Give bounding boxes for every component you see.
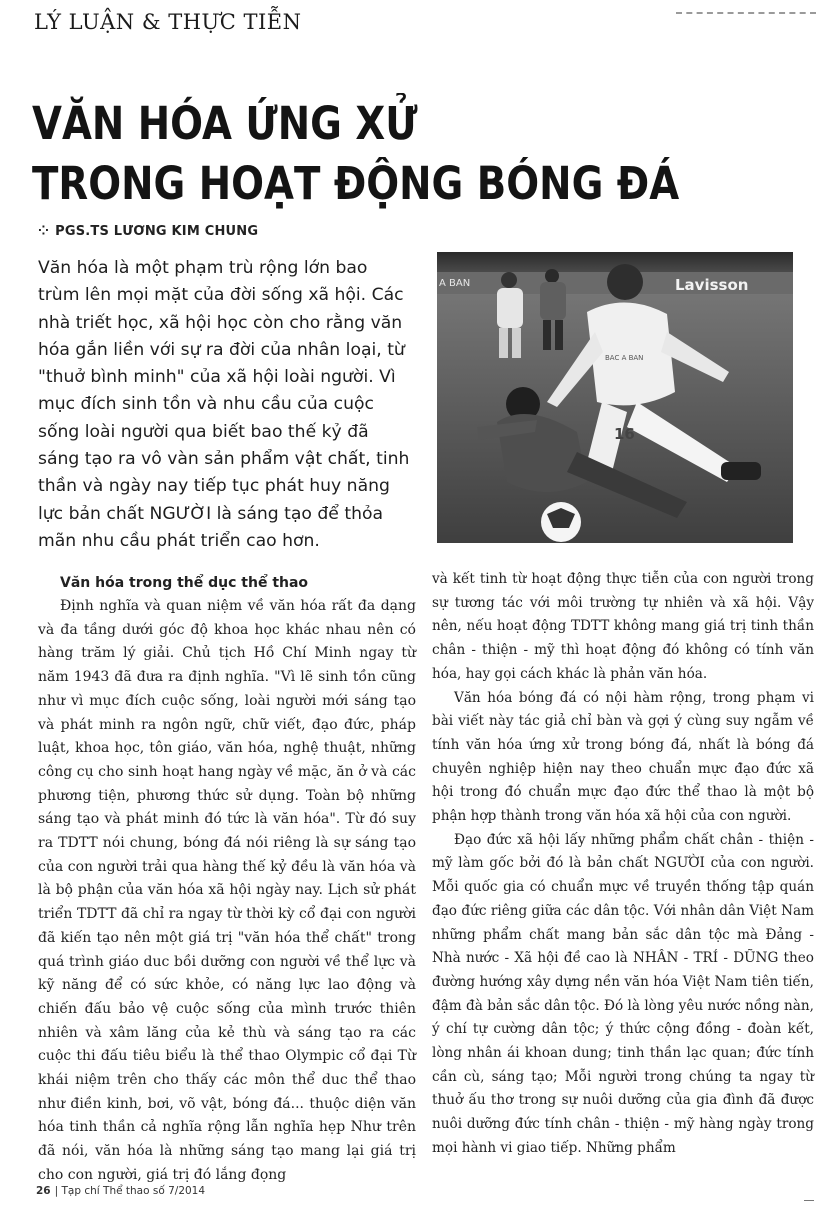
right-body-paragraph-1: và kết tinh từ hoạt động thực tiễn của con người trong sự tương tác với môi trường tự nhiên và xã hội. Vậy nên, nếu hoạt động TDTT không mang giá trị tinh thần chân - thiện - mỹ thì hoạt động đó không có tính văn hóa, hay gọi cách khác là phản văn hóa.: [432, 571, 814, 682]
corner-mark: [804, 1200, 814, 1201]
publication-name: | Tạp chí Thể thao số 7/2014: [54, 1185, 206, 1197]
lead-text: Văn hóa là một phạm trù rộng lớn bao trùm lên mọi mặt của đời sống xã hội. Các nhà triết học, xã hội học còn cho rằng văn hóa gắn liền với sự ra đời của nhân loại, từ "thuở bình minh" của xã hội loài người. Vì mục đích sinh tồn và nhu cầu của cuộc sống loài người qua biết bao thế kỷ đã sáng tạo ra vô vàn sản phẩm vật chất, tinh thần và ngày nay tiếp tục phát huy năng lực bản chất NGƯỜI là sáng tạo để thỏa mãn nhu cầu phát triển cao hơn.: [38, 258, 410, 551]
article-photo: [437, 252, 793, 543]
football: [541, 502, 581, 542]
top-decorative-rule: [676, 12, 816, 14]
lead-paragraph: [38, 255, 414, 555]
article-title-line-1: VĂN HÓA ỨNG XỬ: [32, 97, 418, 150]
banner-left-text: A BAN: [439, 278, 471, 289]
byline-marker-icon: ⁘: [38, 224, 50, 239]
right-body-paragraph-2: Văn hóa bóng đá có nội hàm rộng, trong phạm vi bài viết này tác giả chỉ bàn và gợi ý cùng suy ngẫm về tính văn hóa ứng xử trong bóng đá, nhất là bóng đá chuyên nghiệp hiện nay theo chuẩn mực đạo đức xã hội trong đó chuẩn mực đạo đức thể thao là một bộ phận hợp thành trong văn hóa xã hội của con người.: [432, 689, 814, 825]
page-footer: [36, 1185, 205, 1197]
shirt-sponsor: BAC A BAN: [605, 354, 644, 362]
banner-text: Lavisson: [675, 276, 749, 294]
right-column: [432, 568, 814, 1161]
page-number: 26: [36, 1185, 51, 1197]
left-body-paragraph: Định nghĩa và quan niệm về văn hóa rất đa dạng và đa tầng dưới góc độ khoa học khác nhau nên có hàng trăm lý giải. Chủ tịch Hồ Chí Minh ngay từ năm 1943 đã đưa ra định nghĩa. "Vì lẽ sinh tồn cũng như vì mục đích cuộc sống, loài người mới sáng tạo và phát minh ra ngôn ngữ, chữ viết, đạo đức, pháp luật, khoa học, tôn giáo, văn hóa, nghệ thuật, những công cụ cho sinh hoạt hang ngày về mặc, ăn ở và các phương tiện, phương thức sử dụng. Toàn bộ những sáng tạo và phát minh đó tức là văn hóa". Từ đó suy ra TDTT nói chung, bóng đá nói riêng là sự sáng tạo của con người trải qua hàng thế kỷ đều là văn hóa và là bộ phận của văn hóa xã hội ngày nay. Lịch sử phát triển TDTT đã chỉ ra ngay từ thời kỳ cổ đại con người đã kiến tạo nên một giá trị "văn hóa thể chất" trong quá trình giáo duc bồi dưỡng con người về thể lực và kỹ năng để có sức khỏe, có năng lực lao động và chiến đấu bảo vệ cuộc sống của mình trước thiên nhiên và xâm lăng của kẻ thù và sáng tạo ra các cuộc thi đấu tiêu biểu là thể thao Olympic cổ đại Từ khái niệm trên cho thấy các môn thể duc thể thao như điền kinh, bơi, võ vật, bóng đá... thuộc diện văn hóa tinh thần cả nghĩa rộng lẫn nghĩa hẹp Như trên đã nói, văn hóa là những sáng tạo mang lại giá trị cho con người, giá trị đó lắng đọng: [38, 598, 416, 1183]
jersey-number: 16: [614, 425, 635, 443]
right-body-paragraph-3: Đạo đức xã hội lấy những phẩm chất chân - thiện - mỹ làm gốc bởi đó là bản chất NGƯỜI của con người. Mỗi quốc gia có chuẩn mực về truyền thống tập quán đạo đức riêng giữa các dân tộc. Với nhân dân Việt Nam những phẩm chất mang bản sắc dân tộc mà Đảng - Nhà nước - Xã hội đề cao là NHÂN - TRÍ - DŨNG theo đường hướng xây dựng nền văn hóa Việt Nam tiên tiến, đậm đà bản sắc dân tộc. Đó là lòng yêu nước nồng nàn, ý chí tự cường dân tộc; ý thức cộng đồng - đoàn kết, lòng nhân ái khoan dung; tinh thần lạc quan; đức tính cần cù, sáng tạo; Mỗi người trong chúng ta ngay từ thuở ấu thơ trong sự nuôi dưỡng của gia đình đã được nuôi dưỡng đức tính chân - thiện - mỹ hàng ngày trong mọi hành vi giao tiếp. Những phẩm: [432, 831, 814, 1156]
section-subhead: Văn hóa trong thể dục thể thao: [60, 575, 309, 591]
section-label: LÝ LUẬN & THỰC TIỄN: [34, 10, 302, 34]
author-name: PGS.TS LƯƠNG KIM CHUNG: [55, 224, 259, 239]
author-byline: [38, 224, 258, 239]
article-title-line-2: TRONG HOẠT ĐỘNG BÓNG ĐÁ: [32, 157, 680, 210]
left-column: [38, 572, 416, 1188]
